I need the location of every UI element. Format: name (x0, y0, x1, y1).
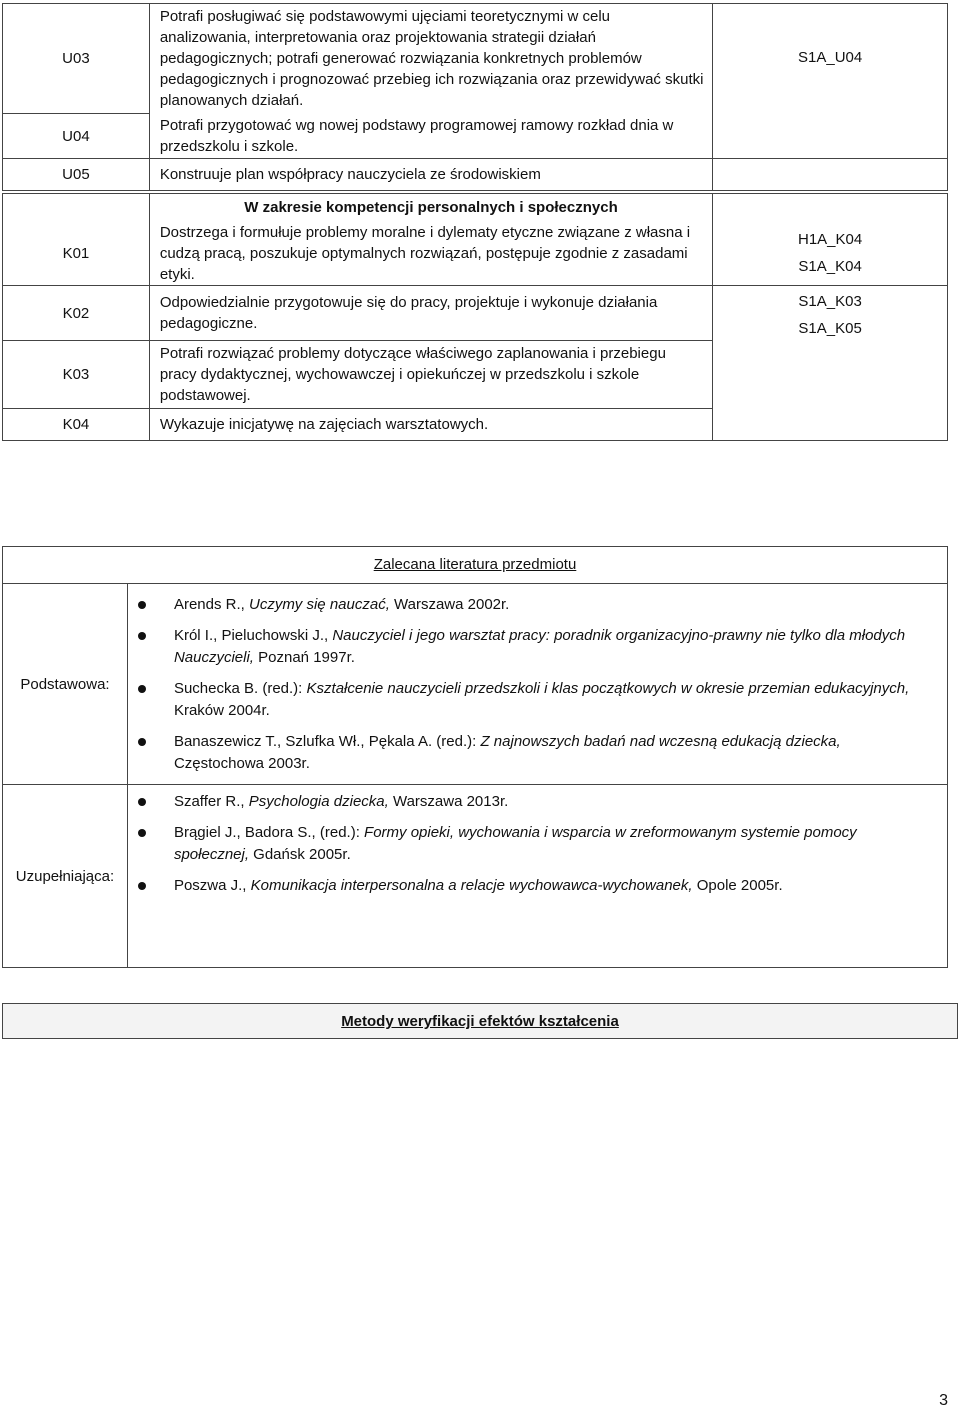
supplementary-literature-list (128, 791, 947, 897)
literature-item (174, 625, 927, 669)
competence-code: K03 (3, 341, 150, 409)
literature-author: Banaszewicz T., Szlufka Wł., Pękala A. (red.): (173, 733, 481, 750)
skill-code: U03 (3, 4, 150, 114)
literature-author: Szaffer R., (173, 793, 249, 810)
methods-title: Metody weryfikacji efektów kształcenia (341, 1013, 619, 1030)
skill-code: U04 (3, 114, 150, 159)
empty-cell (3, 194, 150, 222)
competence-description: Potrafi rozwiązać problemy dotyczące właściwego zaplanowania i przebiegu pracy dydaktycznej, wychowawczej i opiekuńczej w przedszkolu i szkole podstawowej. (149, 341, 712, 409)
literature-title-italic: Uczymy się nauczać, (248, 596, 390, 613)
section-header: W zakresie kompetencji personalnych i społecznych (149, 194, 712, 222)
literature-title-text: Zalecana literatura przedmiotu (373, 556, 577, 573)
page-number: 3 (939, 1392, 948, 1409)
ref-code: S1A_K04 (798, 258, 862, 276)
literature-title-italic: Psychologia dziecka, (248, 793, 389, 810)
literature-publication: Częstochowa 2003r. (173, 755, 310, 772)
literature-item (174, 822, 927, 866)
literature-item (174, 875, 927, 897)
basic-literature (127, 584, 947, 785)
literature-item (174, 731, 927, 775)
competence-code: K04 (3, 409, 150, 441)
skill-description: Potrafi posługiwać się podstawowymi ujęciami teoretycznymi w celu analizowania, interpretowania oraz projektowania strategii działań pedagogicznych; potrafi generować rozwiązania konkretnych problemów pedagogicznych i prognozować przebieg ich rozwiązania oraz przewidywać skutki planowanych działań. (149, 4, 712, 114)
skill-description: Konstruuje plan współpracy nauczyciela ze środowiskiem (149, 159, 712, 191)
empty-cell (713, 194, 948, 222)
literature-title-italic: Formy opieki, wychowania i wsparcia w zreformowanym systemie pomocy społecznej, (173, 824, 857, 863)
supplementary-literature (127, 785, 947, 968)
literature-title (2, 546, 948, 583)
literature-author: Brągiel J., Badora S., (red.): (173, 824, 365, 841)
methods-header (2, 1003, 958, 1039)
literature-publication: Poznań 1997r. (253, 649, 355, 666)
competence-reference (713, 222, 948, 286)
competence-description: Odpowiedzialnie przygotowuje się do pracy, projektuje i wykonuje działania pedagogiczne. (149, 286, 712, 341)
literature-author: Arends R., (173, 596, 249, 613)
literature-publication: Opole 2005r. (692, 877, 783, 894)
ref-code: S1A_K03 (798, 293, 862, 310)
ref-code: S1A_K05 (798, 320, 862, 337)
basic-literature-list (128, 594, 947, 775)
literature-item (174, 678, 927, 722)
supplementary-literature-label: Uzupełniająca: (3, 785, 128, 968)
literature-title-italic: Komunikacja interpersonalna a relacje wychowawca-wychowanek, (250, 877, 693, 894)
literature-publication: Warszawa 2013r. (388, 793, 509, 810)
competence-reference (713, 286, 948, 441)
skill-reference: S1A_U04 (713, 4, 948, 159)
literature-author: Suchecka B. (red.): (173, 680, 307, 697)
literature-title-italic: Nauczyciel i jego warsztat pracy: poradnik organizacyjno-prawny nie tylko dla młodych Nauczycieli, (173, 627, 906, 666)
competence-description: Wykazuje inicjatywę na zajęciach warsztatowych. (149, 409, 712, 441)
competence-table (2, 193, 948, 441)
literature-author: Król I., Pieluchowski J., (173, 627, 333, 644)
literature-item (174, 791, 927, 813)
literature-table (2, 583, 948, 968)
literature-publication: Warszawa 2002r. (389, 596, 510, 613)
skills-table (2, 3, 948, 191)
literature-publication: Gdańsk 2005r. (249, 846, 351, 863)
competence-code: K02 (3, 286, 150, 341)
literature-author: Poszwa J., (173, 877, 251, 894)
basic-literature-label: Podstawowa: (3, 584, 128, 785)
literature-title-italic: Kształcenie nauczycieli przedszkoli i klas początkowych w okresie przemian edukacyjnych, (306, 680, 910, 697)
literature-publication: Kraków 2004r. (173, 702, 270, 719)
skill-description: Potrafi przygotować wg nowej podstawy programowej ramowy rozkład dnia w przedszkolu i szkole. (149, 114, 712, 159)
ref-code: H1A_K04 (798, 231, 863, 249)
empty-cell (713, 159, 948, 191)
literature-title-italic: Z najnowszych badań nad wczesną edukacją dziecka, (480, 733, 841, 750)
competence-description: Dostrzega i formułuje problemy moralne i dylematy etyczne związane z własna i cudzą pracą, poszukuje optymalnych rozwiązań, postępuje zgodnie z zasadami etyki. (149, 222, 712, 286)
competence-code: K01 (3, 222, 150, 286)
skill-code: U05 (3, 159, 150, 191)
literature-item (174, 594, 927, 616)
